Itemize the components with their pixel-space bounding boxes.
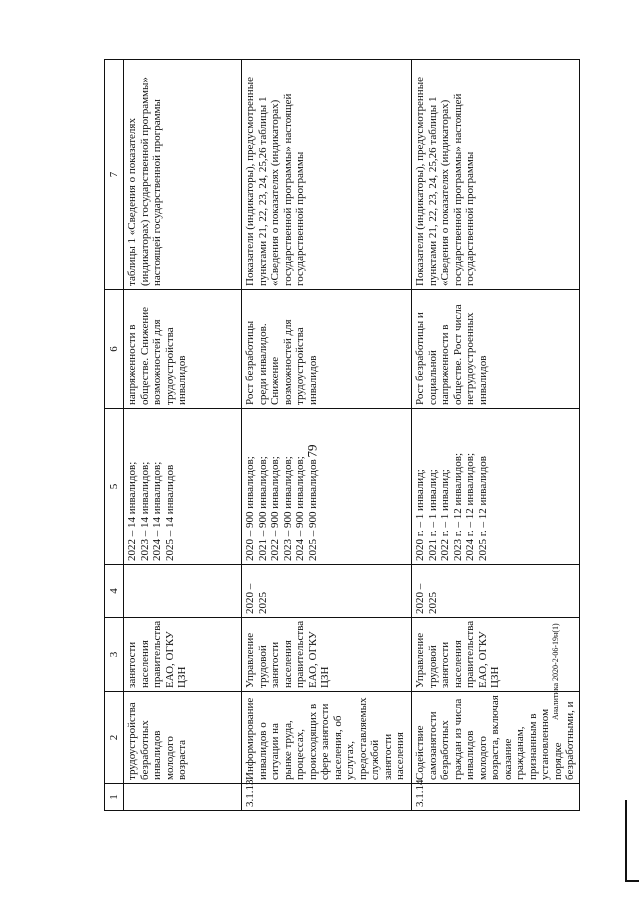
result-line: 2022 г. – 1 инвалид; [439,469,451,561]
document-code [551,200,571,720]
row-number: 3.1.14 [412,784,580,811]
table-header-row [105,60,124,811]
result-line: 2023 – 14 инвалидов; [138,461,151,561]
consequences-cell: Рост безработицы и социальной напряженности в обществе. Рост числа нетрудоустроенных инвалидов [412,290,580,409]
executor-cell: Управление трудовой занятости населения правительства ЕАО, ОГКУ ЦЗН [242,618,412,692]
executor-cell: занятости населения правительства ЕАО, ОГКУ ЦЗН [124,618,242,692]
result-line: 2024 – 14 инвалидов; [151,461,163,561]
result-line: 2025 – 14 инвалидов [163,464,176,561]
result-line: 2024 – 900 инвалидов; [294,456,306,561]
result-line: 2021 г. – 1 инвалид; [426,469,439,561]
result-line: 2020 г. – 1 инвалид; [414,469,426,561]
result-line: 2024 г. – 12 инвалидов; [464,452,476,561]
consequences-cell: Рост безработицы среди инвалидов. Снижение возможностей для трудоустройства инвалидов [242,290,412,409]
result-line: 2025 – 900 инвалидов [306,459,319,561]
page-number: 79 [304,444,320,458]
result-line: 2023 г. – 12 инвалидов; [451,452,464,561]
period-cell: 2020 – 2025 [242,565,412,618]
consequences-cell: напряженности в обществе. Снижение возможностей для трудоустройства инвалидов [124,290,242,409]
measure-cell: Информирование инвалидов о ситуации на рынке труда, процессах, происходящих в сфере занятости населения, об услугах, предоставляемых службой занятости населения [242,692,412,784]
row-number [124,784,242,811]
period-cell [124,565,242,618]
header-col-2: 2 [105,692,124,784]
table-row [124,60,242,811]
indicators-cell: таблицы 1 «Сведения о показателях (индикаторах) государственной программы» настоящей государственной программы [124,60,242,290]
header-col-6: 6 [105,290,124,409]
result-line: 2022 – 14 инвалидов; [126,461,138,561]
header-col-1: 1 [105,784,124,811]
period-cell: 2020 – 2025 [412,565,580,618]
header-col-7: 7 [105,60,124,290]
result-line: 2021 – 900 инвалидов; [256,456,269,561]
result-line: 2025 г. – 12 инвалидов [476,456,489,561]
measure-cell: трудоустройства безработных инвалидов молодого возраста [124,692,242,784]
result-line: 2023 – 900 инвалидов; [281,456,294,561]
results-cell [242,409,412,565]
header-col-4: 4 [105,565,124,618]
scan-corner-mark [625,800,639,882]
indicators-cell: Показатели (индикаторы), предусмотренные пунктами 21, 22, 23, 24, 25,26 таблицы 1 «Сведения о показателях (индикаторах) государственной программы» настоящей государственной программы [242,60,412,290]
results-cell [124,409,242,565]
header-col-3: 3 [105,618,124,692]
document-code-text: Аналитика 2020-2-06-19н(1) [551,623,560,720]
program-measures-table [104,59,580,811]
header-col-5: 5 [105,409,124,565]
indicators-cell: Показатели (индикаторы), предусмотренные пунктами 21, 22, 23, 24, 25,26 таблицы 1 «Сведения о показателях (индикаторах) государственной программы» настоящей государственной программы [412,60,580,290]
table-row [242,60,412,811]
executor-cell: Управление трудовой занятости населения правительства ЕАО, ОГКУ ЦЗН [412,618,580,692]
measure-cell: Содействие самозанятости безработных граждан из числа инвалидов молодого возраста, включая оказание гражданам, признанным в установленном порядке безработными, и [412,692,580,784]
result-line: 2020 – 900 инвалидов; [244,456,256,561]
row-number: 3.1.13 [242,784,412,811]
result-line: 2022 – 900 инвалидов; [269,456,281,561]
